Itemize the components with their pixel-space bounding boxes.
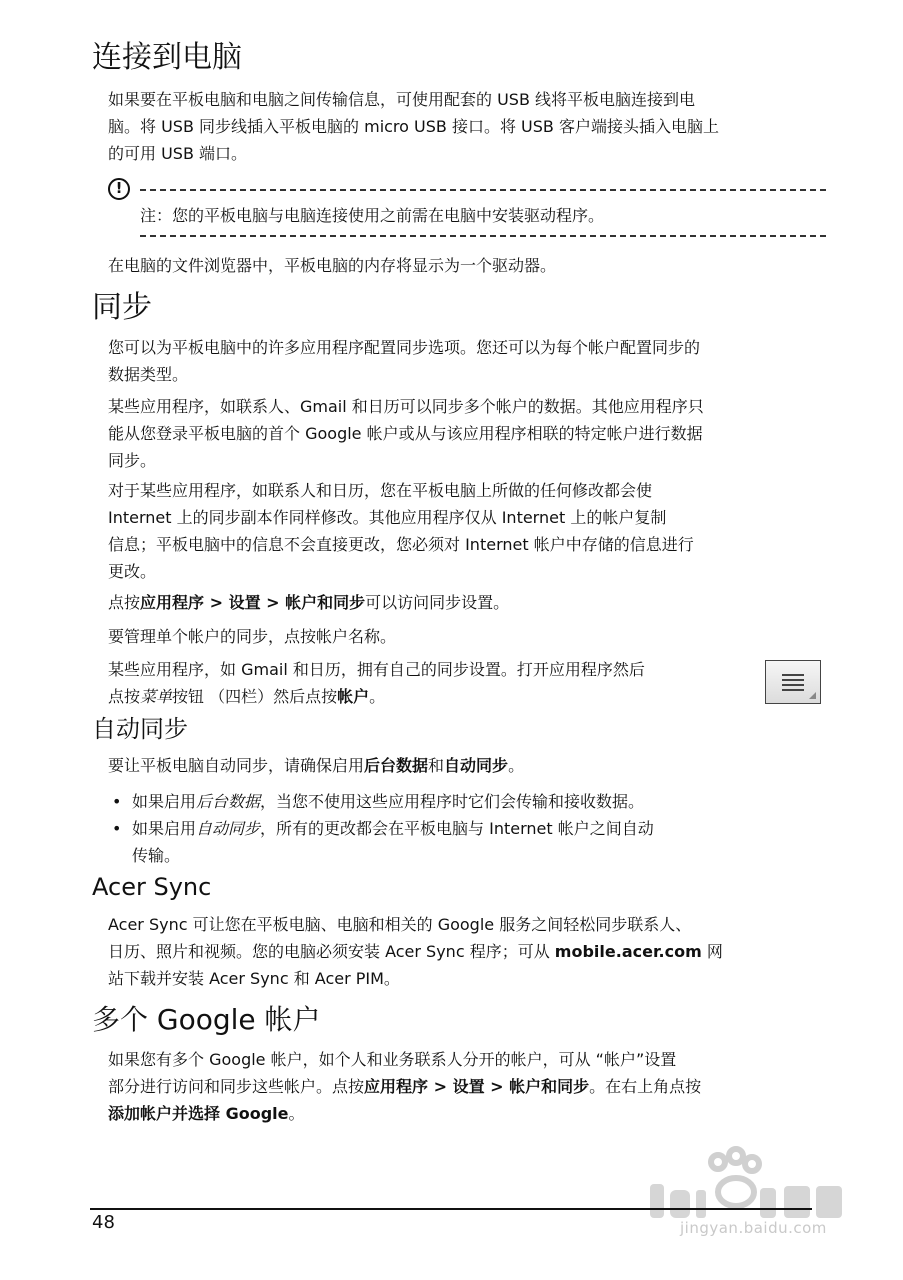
menu-icon: [765, 660, 821, 704]
note-divider-top: [140, 189, 826, 191]
watermark-text: jingyan.baidu.com: [680, 1219, 827, 1237]
bullet-marker: •: [112, 792, 122, 811]
section-title-google-accounts: 多个 Google 帐户: [92, 1003, 321, 1036]
section-title-acer-sync: Acer Sync: [92, 873, 212, 901]
sync-paragraph-5: 要管理单个帐户的同步，点按帐户名称。: [108, 627, 397, 646]
section-title-connect: 连接到电脑: [92, 40, 242, 75]
bullet-auto-sync: 如果启用自动同步，所有的更改都会在平板电脑与 Internet 帐户之间自动 传输。: [132, 819, 654, 865]
sync-paragraph-2: 某些应用程序，如联系人、Gmail 和日历可以同步多个帐户的数据。其他应用程序只 能从您登录平板电脑的首个 Google 帐户或从与该应用程序相联的特定帐户进行数据 同步。: [108, 397, 704, 470]
acer-sync-paragraph: Acer Sync 可让您在平板电脑、电脑和相关的 Google 服务之间轻松同步联系人、 日历、照片和视频。您的电脑必须安装 Acer Sync 程序；可从 mobile.acer.com 网 站下载并安装 Acer Sync 和 Acer PIM。: [108, 915, 723, 988]
sync-paragraph-3: 对于某些应用程序，如联系人和日历，您在平板电脑上所做的任何修改都会使 Internet 上的同步副本作同样修改。其他应用程序仅从 Internet 上的帐户复制 信息；平板电脑中的信息不会直接更改，您必须对 Internet 帐户中存储的信息进行 更改。: [108, 481, 694, 581]
sync-paragraph-6: 某些应用程序，如 Gmail 和日历，拥有自己的同步设置。打开应用程序然后 点按菜单按钮 （四栏）然后点按帐户。: [108, 660, 645, 706]
connect-paragraph: 如果要在平板电脑和电脑之间传输信息，可使用配套的 USB 线将平板电脑连接到电 脑。将 USB 同步线插入平板电脑的 micro USB 接口。将 USB 客户端接头插入电脑上 的可用 USB 端口。: [108, 90, 719, 163]
bullet-background-data: 如果启用后台数据，当您不使用这些应用程序时它们会传输和接收数据。: [132, 792, 645, 811]
section-title-sync: 同步: [92, 290, 152, 325]
sync-paragraph-1: 您可以为平板电脑中的许多应用程序配置同步选项。您还可以为每个帐户配置同步的 数据类型。: [108, 338, 701, 384]
bullet-marker: •: [112, 819, 122, 838]
note-text: 注：您的平板电脑与电脑连接使用之前需在电脑中安装驱动程序。: [140, 206, 605, 225]
section-title-autosync: 自动同步: [92, 715, 188, 743]
connect-paragraph-2: 在电脑的文件浏览器中，平板电脑的内存将显示为一个驱动器。: [108, 256, 557, 275]
exclamation-circle-icon: !: [108, 178, 130, 200]
note-divider-bottom: [140, 235, 826, 237]
footer-rule: [90, 1208, 812, 1210]
sync-paragraph-4: 点按应用程序 > 设置 > 帐户和同步可以访问同步设置。: [108, 593, 510, 612]
page-number: 48: [92, 1212, 115, 1233]
autosync-paragraph: 要让平板电脑自动同步，请确保启用后台数据和自动同步。: [108, 756, 525, 775]
google-accounts-paragraph: 如果您有多个 Google 帐户，如个人和业务联系人分开的帐户，可从 “帐户”设置 部分进行访问和同步这些帐户。点按应用程序 > 设置 > 帐户和同步。在右上角点按 添加帐户并选择 Google。: [108, 1050, 702, 1123]
